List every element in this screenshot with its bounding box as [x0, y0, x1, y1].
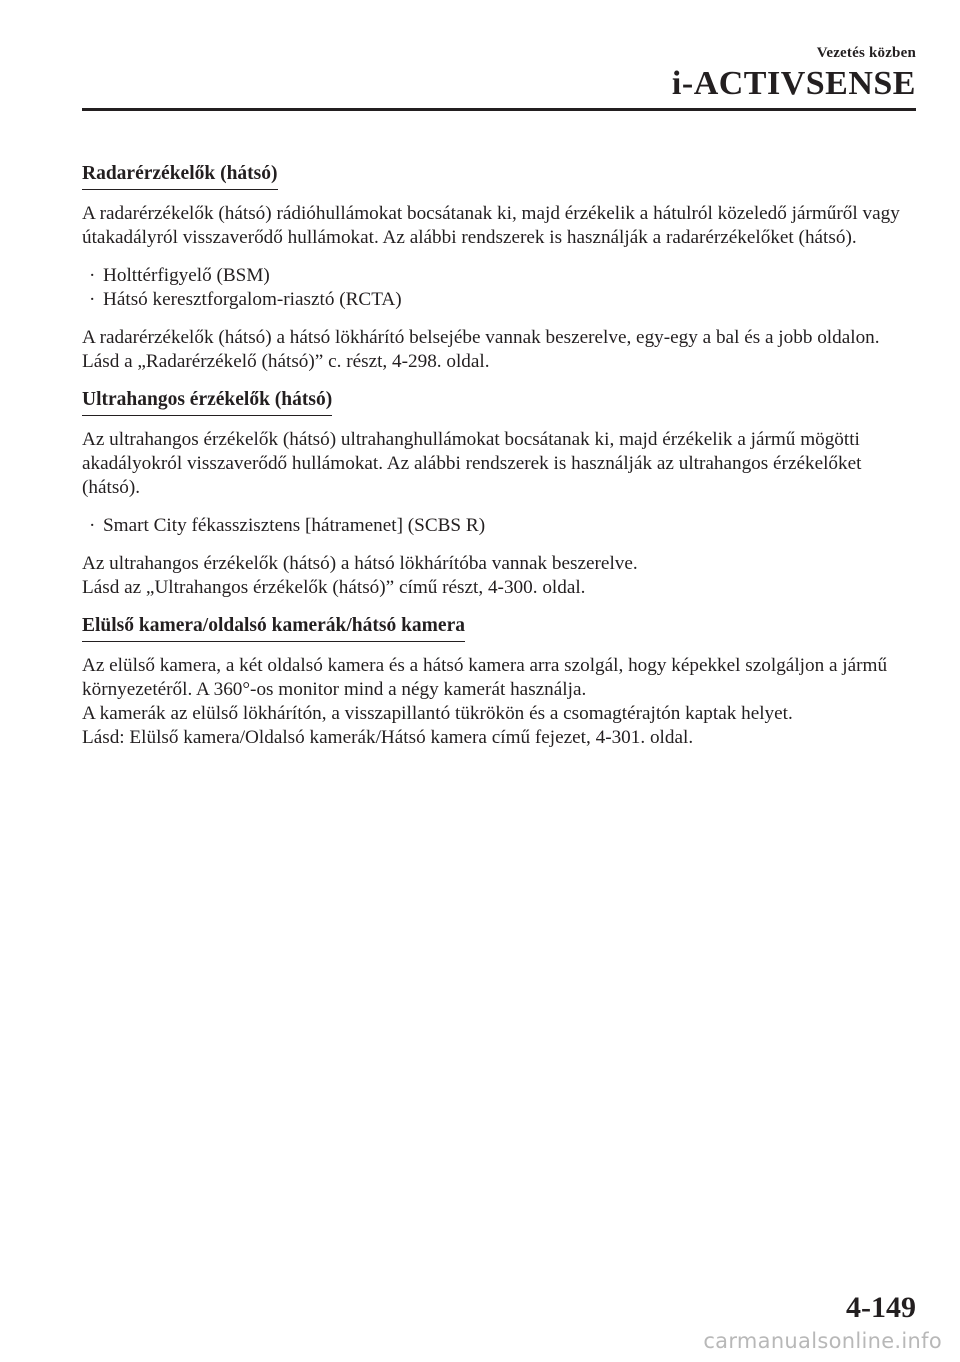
- list-item: [82, 288, 920, 312]
- list-item: [82, 514, 920, 538]
- page-header: [82, 44, 916, 104]
- watermark-text: carmanualsonline.info: [703, 1329, 942, 1353]
- list-item: [82, 264, 920, 288]
- paragraph-rear-ultrasonic-intro: Az ultrahangos érzékelők (hátsó) ultrahanghullámokat bocsátanak ki, majd érzékelik a jármű mögötti akadályokról visszaverődő hullámokat. Az alábbi rendszerek is használják az ultrahangos érzékelőket (hátsó).: [82, 429, 862, 498]
- reference-rear-radar: Lásd a „Radarérzékelő (hátsó)” c. részt, 4-298. oldal.: [82, 351, 490, 372]
- chapter-title: Vezetés közben: [816, 45, 916, 61]
- paragraph-rear-radar-location: A radarérzékelők (hátsó) a hátsó lökhárító belsejébe vannak beszerelve, egy-egy a bal és a jobb oldalon.: [82, 327, 880, 348]
- section-rear-ultrasonic-sensors: [82, 388, 920, 600]
- page-content: [82, 162, 920, 764]
- system-list-rear-ultrasonic: [82, 514, 920, 538]
- paragraph-rear-ultrasonic-location: Az ultrahangos érzékelők (hátsó) a hátsó lökhárítóba vannak beszerelve.: [82, 553, 638, 574]
- subheading-cameras: Elülső kamera/oldalsó kamerák/hátsó kamera: [82, 614, 465, 642]
- system-list-rear-radar: [82, 264, 920, 312]
- reference-cameras: Lásd: Elülső kamera/Oldalsó kamerák/Hátsó kamera című fejezet, 4-301. oldal.: [82, 727, 694, 748]
- reference-rear-ultrasonic: Lásd az „Ultrahangos érzékelők (hátsó)” című részt, 4-300. oldal.: [82, 577, 586, 598]
- list-item-label: Hátsó keresztforgalom-riasztó (RCTA): [103, 289, 402, 310]
- bullet-icon: ·: [89, 289, 96, 310]
- subheading-rear-radar: Radarérzékelők (hátsó): [82, 162, 278, 190]
- list-item-label: Smart City fékasszisztens [hátramenet] (SCBS R): [103, 515, 486, 536]
- subheading-rear-ultrasonic: Ultrahangos érzékelők (hátsó): [82, 388, 332, 416]
- list-item-label: Holttérfigyelő (BSM): [103, 265, 270, 286]
- bullet-icon: ·: [89, 515, 96, 536]
- header-divider: [82, 108, 916, 111]
- bullet-icon: ·: [89, 265, 96, 286]
- page-number: 4-149: [846, 1291, 916, 1324]
- section-rear-radar-sensors: [82, 162, 920, 374]
- section-title: i-ACTIVSENSE: [671, 65, 916, 102]
- paragraph-rear-radar-intro: A radarérzékelők (hátsó) rádióhullámokat bocsátanak ki, majd érzékelik a hátulról közeledő járműről vagy útakadályról visszaverődő hullámokat. Az alábbi rendszerek is használják a radarérzékelőket (hátsó).: [82, 203, 900, 248]
- section-cameras: [82, 614, 920, 750]
- paragraph-cameras-location: A kamerák az elülső lökhárítón, a visszapillantó tükrökön és a csomagtérajtón kaptak helyet.: [82, 703, 793, 724]
- paragraph-cameras-intro: Az elülső kamera, a két oldalsó kamera és a hátsó kamera arra szolgál, hogy képekkel szolgáljon a jármű környezetéről. A 360°-os monitor mind a négy kamerát használja.: [82, 655, 888, 700]
